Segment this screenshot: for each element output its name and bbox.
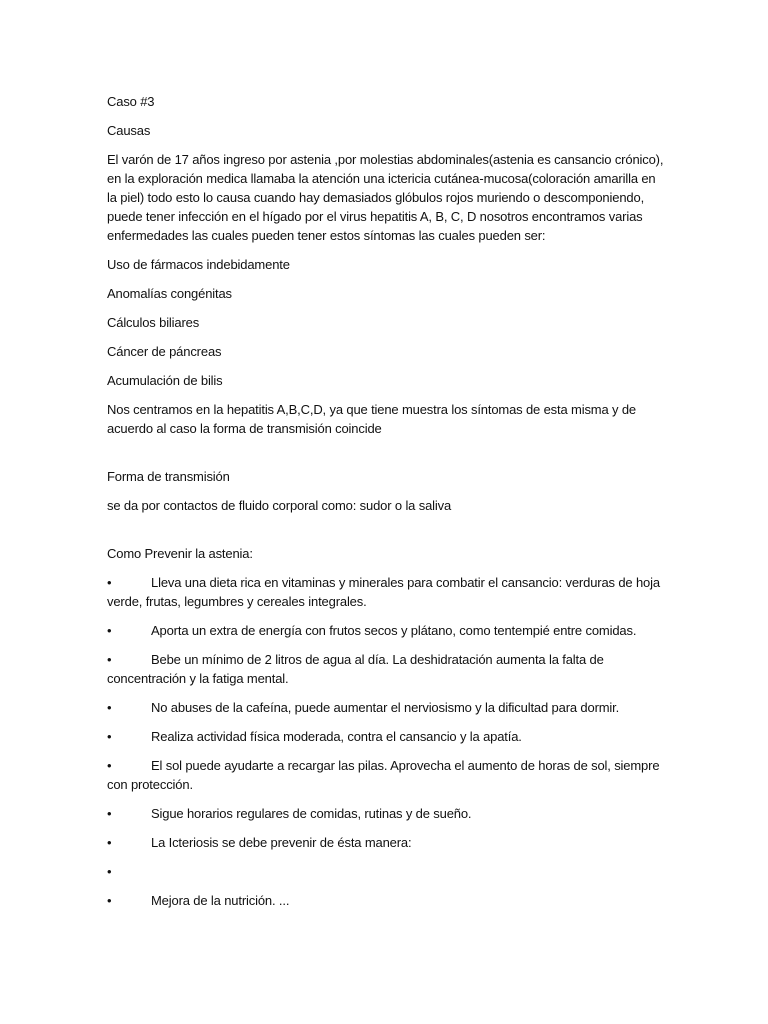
prevention-bullet [107, 891, 667, 910]
document-page [107, 92, 667, 920]
cause-item: Anomalías congénitas [107, 286, 232, 301]
spacer [107, 525, 667, 544]
bullet-icon: • [107, 835, 112, 850]
bullet-icon: • [107, 623, 112, 638]
bullet-icon: • [107, 575, 112, 590]
bullet-text: Realiza actividad física moderada, contra el cansancio y la apatía. [151, 729, 522, 744]
prevention-bullet [107, 833, 667, 852]
bullet-icon: • [107, 864, 112, 879]
prevention-bullet [107, 727, 667, 746]
cause-item: Acumulación de bilis [107, 373, 223, 388]
prevention-bullet [107, 862, 667, 881]
bullet-text: Bebe un mínimo de 2 litros de agua al día. La deshidratación aumenta la falta de concentración y la fatiga mental. [107, 652, 604, 686]
bullet-icon: • [107, 652, 112, 667]
prevention-heading: Como Prevenir la astenia: [107, 546, 253, 561]
prevention-bullet [107, 621, 667, 640]
cause-item: Cáncer de páncreas [107, 344, 222, 359]
prevention-bullet [107, 756, 667, 794]
intro-paragraph: El varón de 17 años ingreso por astenia ,por molestias abdominales(astenia es cansancio crónico), en la exploración medica llamaba la atención una ictericia cutánea-mucosa(coloración amarilla en la piel) todo esto lo causa cuando hay demasiados glóbulos rojos muriendo o descomponiendo, puede tener infección en el hígado por el virus hepatitis A, B, C, D nosotros encontramos varias enfermedades las cuales pueden tener estos síntomas las cuales pueden ser: [107, 152, 664, 243]
bullet-icon: • [107, 758, 112, 773]
focus-paragraph: Nos centramos en la hepatitis A,B,C,D, ya que tiene muestra los síntomas de esta misma y de acuerdo al caso la forma de transmisión coincide [107, 402, 636, 436]
prevention-bullet [107, 650, 667, 688]
transmission-text: se da por contactos de fluido corporal como: sudor o la saliva [107, 498, 452, 513]
bullet-text: Lleva una dieta rica en vitaminas y minerales para combatir el cansancio: verduras de hoja verde, frutas, legumbres y cereales integrales. [107, 575, 660, 609]
bullet-text: El sol puede ayudarte a recargar las pilas. Aprovecha el aumento de horas de sol, siempre con protección. [107, 758, 660, 792]
bullet-icon: • [107, 700, 112, 715]
causes-heading: Causas [107, 123, 151, 138]
bullet-icon: • [107, 893, 112, 908]
bullet-icon: • [107, 806, 112, 821]
cause-item: Cálculos biliares [107, 315, 200, 330]
bullet-text: No abuses de la cafeína, puede aumentar el nerviosismo y la dificultad para dormir. [151, 700, 620, 715]
prevention-bullet [107, 698, 667, 717]
bullet-text: La Icteriosis se debe prevenir de ésta manera: [151, 835, 412, 850]
bullet-text: Sigue horarios regulares de comidas, rutinas y de sueño. [151, 806, 472, 821]
transmission-heading: Forma de transmisión [107, 469, 230, 484]
cause-item: Uso de fármacos indebidamente [107, 257, 290, 272]
prevention-bullet [107, 573, 667, 611]
case-title: Caso #3 [107, 94, 155, 109]
bullet-icon: • [107, 729, 112, 744]
prevention-bullet [107, 804, 667, 823]
bullet-text: Aporta un extra de energía con frutos secos y plátano, como tentempié entre comidas. [151, 623, 637, 638]
bullet-text: Mejora de la nutrición. ... [151, 893, 290, 908]
spacer [107, 448, 667, 467]
